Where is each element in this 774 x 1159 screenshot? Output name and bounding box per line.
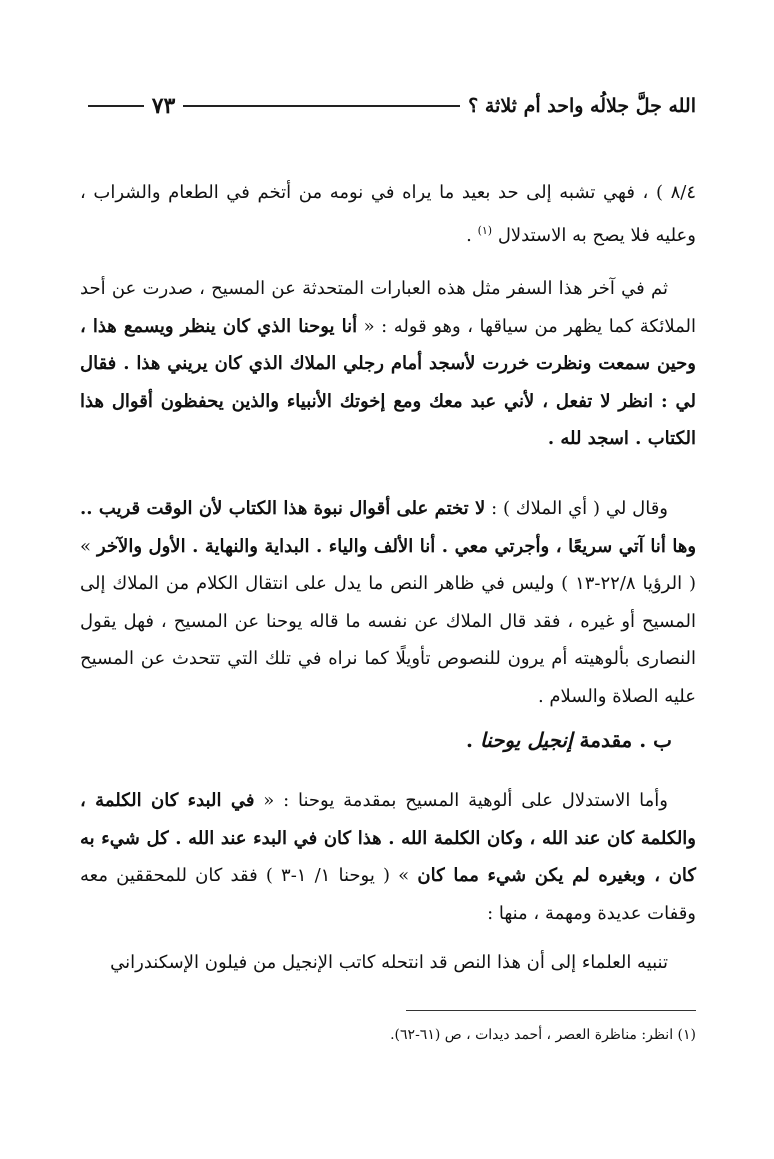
- section-heading: [80, 728, 696, 752]
- paragraph-2: [80, 270, 696, 458]
- para3-seg3: » ( الرؤيا ٢٢/٨-١٣ ) وليس في ظاهر النص ما يدل على انتقال الكلام من الملاك إلى المسيح أو غيره ، فقد قال الملاك عن نفسه ما قاله يوحنا عن المسيح ، فهل يقول النصارى بألوهيته أم يرون للنصوص تأويلًا كما نراه في تلك التي تتحدث عن المسيح عليه الصلاة والسلام .: [80, 535, 697, 707]
- section-heading-suffix: .: [466, 728, 480, 752]
- section-heading-prefix: ب . مقدمة: [572, 728, 672, 752]
- para3-quote: لا تختم على أقوال نبوة هذا الكتاب لأن الوقت قريب .. وها أنا آتي سريعًا ، وأجرتي معي . أنا الألف والياء . البداية والنهاية . الأول والآخر: [80, 498, 697, 557]
- paragraph-1: [80, 174, 696, 254]
- book-page: [80, 88, 696, 1088]
- header-title: الله جلَّ جلالُه واحد أم ثلاثة ؟: [468, 95, 696, 117]
- running-header: [80, 88, 696, 124]
- footnote: (١) انظر: مناظرة العصر ، أحمد ديدات ، ص (٦١-٦٢).: [390, 1027, 696, 1043]
- para2-seg1: ثم في آخر هذا السفر مثل هذه العبارات المتحدثة عن المسيح ، صدرت عن أحد الملائكة كما يظهر من سياقها ، وهو قوله : «: [80, 278, 696, 337]
- para1-seg3: .: [466, 224, 478, 246]
- paragraph-4: [80, 782, 696, 932]
- page-number: ٧٣: [151, 93, 176, 119]
- para5-seg1: تنبيه العلماء إلى أن هذا النص قد انتحله كاتب الإنجيل من فيلون الإسكندراني: [110, 952, 668, 973]
- footnote-separator: [406, 1010, 696, 1011]
- para4-seg3: » ( يوحنا ١/ ١-٣ ) فقد كان للمحققين معه وقفات عديدة ومهمة ، منها :: [80, 865, 696, 924]
- para4-seg1: وأما الاستدلال على ألوهية المسيح بمقدمة يوحنا : «: [254, 790, 668, 811]
- section-heading-italic: إنجيل يوحنا: [479, 728, 573, 752]
- paragraph-3: [80, 490, 696, 715]
- para1-seg1: ٨/٤ ) ، فهي تشبه إلى حد بعيد ما يراه في نومه من أتخم في الطعام والشراب ، وعليه فلا يصح به الاستدلال: [80, 182, 696, 246]
- para4-quote: في البدء كان الكلمة ، والكلمة كان عند الله ، وكان الكلمة الله . هذا كان في البدء عند الله . كل شيء به كان ، وبغيره لم يكن شيء مما كان: [80, 790, 696, 886]
- para3-seg1: وقال لي ( أي الملاك ) :: [485, 498, 668, 519]
- para2-quote: أنا يوحنا الذي كان ينظر ويسمع هذا ، وحين سمعت ونظرت خررت لأسجد أمام رجلي الملاك الذي كان يريني هذا . فقال لي : انظر لا تفعل ، لأني عبد معك ومع إخوتك الأنبياء والذين يحفظون أقوال هذا الكتاب . اسجد لله .: [80, 315, 696, 449]
- paragraph-5: [80, 944, 696, 982]
- header-rule-short: [88, 105, 144, 107]
- footnote-marker: (١): [477, 223, 493, 237]
- header-rule: [183, 105, 460, 107]
